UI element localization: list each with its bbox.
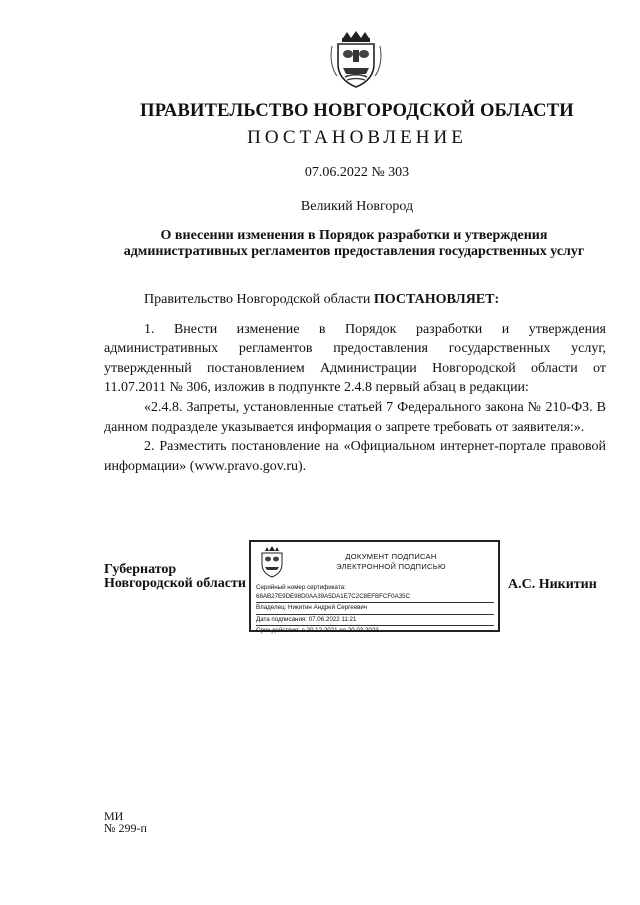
document-type: ПОСТАНОВЛЕНИЕ — [247, 127, 467, 148]
stamp-serial-label: Серийный номер сертификата: — [256, 584, 346, 591]
signatory-title — [104, 563, 246, 591]
executor-initials: МИ — [104, 809, 124, 823]
stamp-coat-of-arms-icon — [257, 546, 287, 580]
electronic-signature-stamp — [249, 540, 500, 632]
subject-line-2: административных регламентов предоставления государственных услуг — [123, 244, 585, 259]
lead-text: Правительство Новгородской области — [144, 292, 374, 307]
stamp-serial: 68AB27E9DE98D0AA39A5DA1E7C2C8EFBFCF0A35C — [256, 592, 411, 600]
lead-bold: ПОСТАНОВЛЯЕТ: — [373, 292, 500, 307]
paragraph-1: 1. Внести изменение в Порядок разработки и утверждения административных регламентов предоставления государственных услуг, утвержденный постановлением Администрации Новгородской области от 11.07.2011 № 306, изложив в подпункте 2.4.8 первый абзац в редакции: — [104, 321, 606, 396]
signatory-title-line-1: Губернатор — [104, 562, 177, 577]
stamp-signed-date: Дата подписания: 07.06.2022 11:21 — [256, 615, 357, 623]
stamp-owner: Владелец: Никитин Андрей Сергеевич — [256, 604, 368, 611]
reference-number: № 299-п — [104, 821, 147, 835]
stamp-header-line-2: ЭЛЕКТРОННОЙ ПОДПИСЬЮ — [336, 562, 446, 571]
paragraph-2: «2.4.8. Запреты, установленные статьей 7 Федерального закона № 210-ФЗ. В данном подразделе указывается информация о запрете требовать от заявителя:». — [104, 399, 606, 435]
stamp-divider — [256, 602, 494, 603]
document-reference — [104, 810, 147, 834]
stamp-details — [256, 584, 494, 636]
stamp-divider — [256, 614, 494, 615]
paragraph-3: 2. Разместить постановление на «Официальном интернет-портале правовой информации» (www.pravo.gov.ru). — [104, 439, 606, 474]
stamp-header-line-1: ДОКУМЕНТ ПОДПИСАН — [345, 552, 437, 561]
coat-of-arms-icon — [329, 30, 383, 90]
signatory-title-line-2: Новгородской области — [104, 576, 246, 591]
document-body — [104, 290, 606, 476]
stamp-divider — [256, 625, 494, 626]
document-place: Великий Новгород — [300, 199, 414, 214]
document-subject — [104, 228, 604, 260]
signatory-name: А.С. Никитин — [508, 577, 597, 592]
stamp-validity: Срок действия: с 20.12.2021 по 20.03.2023 — [256, 627, 379, 634]
organization-title: ПРАВИТЕЛЬСТВО НОВГОРОДСКОЙ ОБЛАСТИ — [140, 101, 574, 121]
document-date-number: 07.06.2022 № 303 — [304, 165, 410, 180]
stamp-header — [291, 552, 491, 572]
resolution-lead — [104, 290, 606, 310]
subject-line-1: О внесении изменения в Порядок разработки и утверждения — [160, 228, 548, 243]
